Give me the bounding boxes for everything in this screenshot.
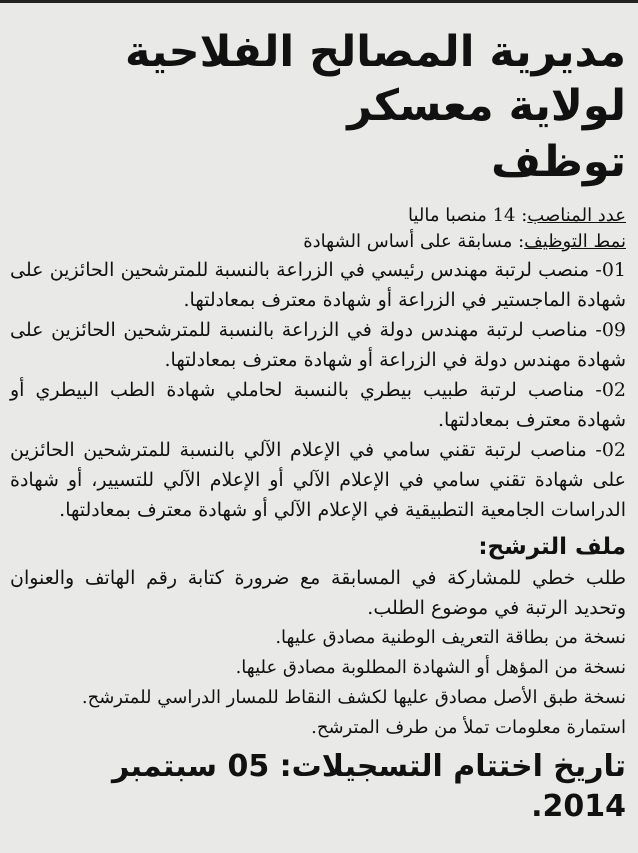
recruitment-mode-value: : مسابقة على أساس الشهادة xyxy=(303,231,525,252)
application-request: طلب خطي للمشاركة في المسابقة مع ضرورة كتابة رقم الهاتف والعنوان وتحديد الرتبة في موضوع الطلب. xyxy=(10,567,626,619)
application-file-title: ملف الترشح: xyxy=(478,534,626,560)
document-item: نسخة من بطاقة التعريف الوطنية مصادق عليها. xyxy=(275,627,626,648)
document-item: استمارة معلومات تملأ من طرف المترشح. xyxy=(311,717,626,738)
positions-count-label: عدد المناصب xyxy=(527,205,626,226)
registration-deadline: تاريخ اختتام التسجيلات: 05 سبتمبر 2014. xyxy=(112,749,626,824)
positions-count-value: : 14 منصبا ماليا xyxy=(408,205,528,226)
position-item: 09- مناصب لرتبة مهندس دولة في الزراعة بالنسبة للمترشحين الحائزين على شهادة مهندس دولة في الزراعة أو شهادة معترف بمعادلتها. xyxy=(10,319,626,371)
position-item: 02- مناصب لرتبة تقني سامي في الإعلام الآلي بالنسبة للمترشحين الحائزين على شهادة تقني سامي في الإعلام الآلي أو الإعلام الآلي للتسيير، أو شهادة الدراسات الجامعية التطبيقية في الإعلام الآلي أو شهادة معترف بمعادلتها. xyxy=(10,439,626,521)
recruitment-mode-label: نمط التوظيف xyxy=(524,231,626,252)
headline-directorate: مديرية المصالح الفلاحية لولاية معسكر xyxy=(125,27,626,131)
document-item: نسخة طبق الأصل مصادق عليها لكشف النقاط للمسار الدراسي للمترشح. xyxy=(81,687,626,708)
position-item: 01- منصب لرتبة مهندس رئيسي في الزراعة بالنسبة للمترشحين الحائزين على شهادة الماجستير في الزراعة أو شهادة معترف بمعادلتها. xyxy=(10,259,626,311)
positions-count xyxy=(10,203,626,229)
document-item: نسخة من المؤهل أو الشهادة المطلوبة مصادق عليها. xyxy=(235,657,626,678)
headline-recruits: توظف xyxy=(491,137,626,187)
position-item: 02- مناصب لرتبة طبيب بيطري بالنسبة لحاملي شهادة الطب البيطري أو شهادة معترف بمعادلتها. xyxy=(10,379,626,431)
recruitment-mode xyxy=(10,229,626,255)
